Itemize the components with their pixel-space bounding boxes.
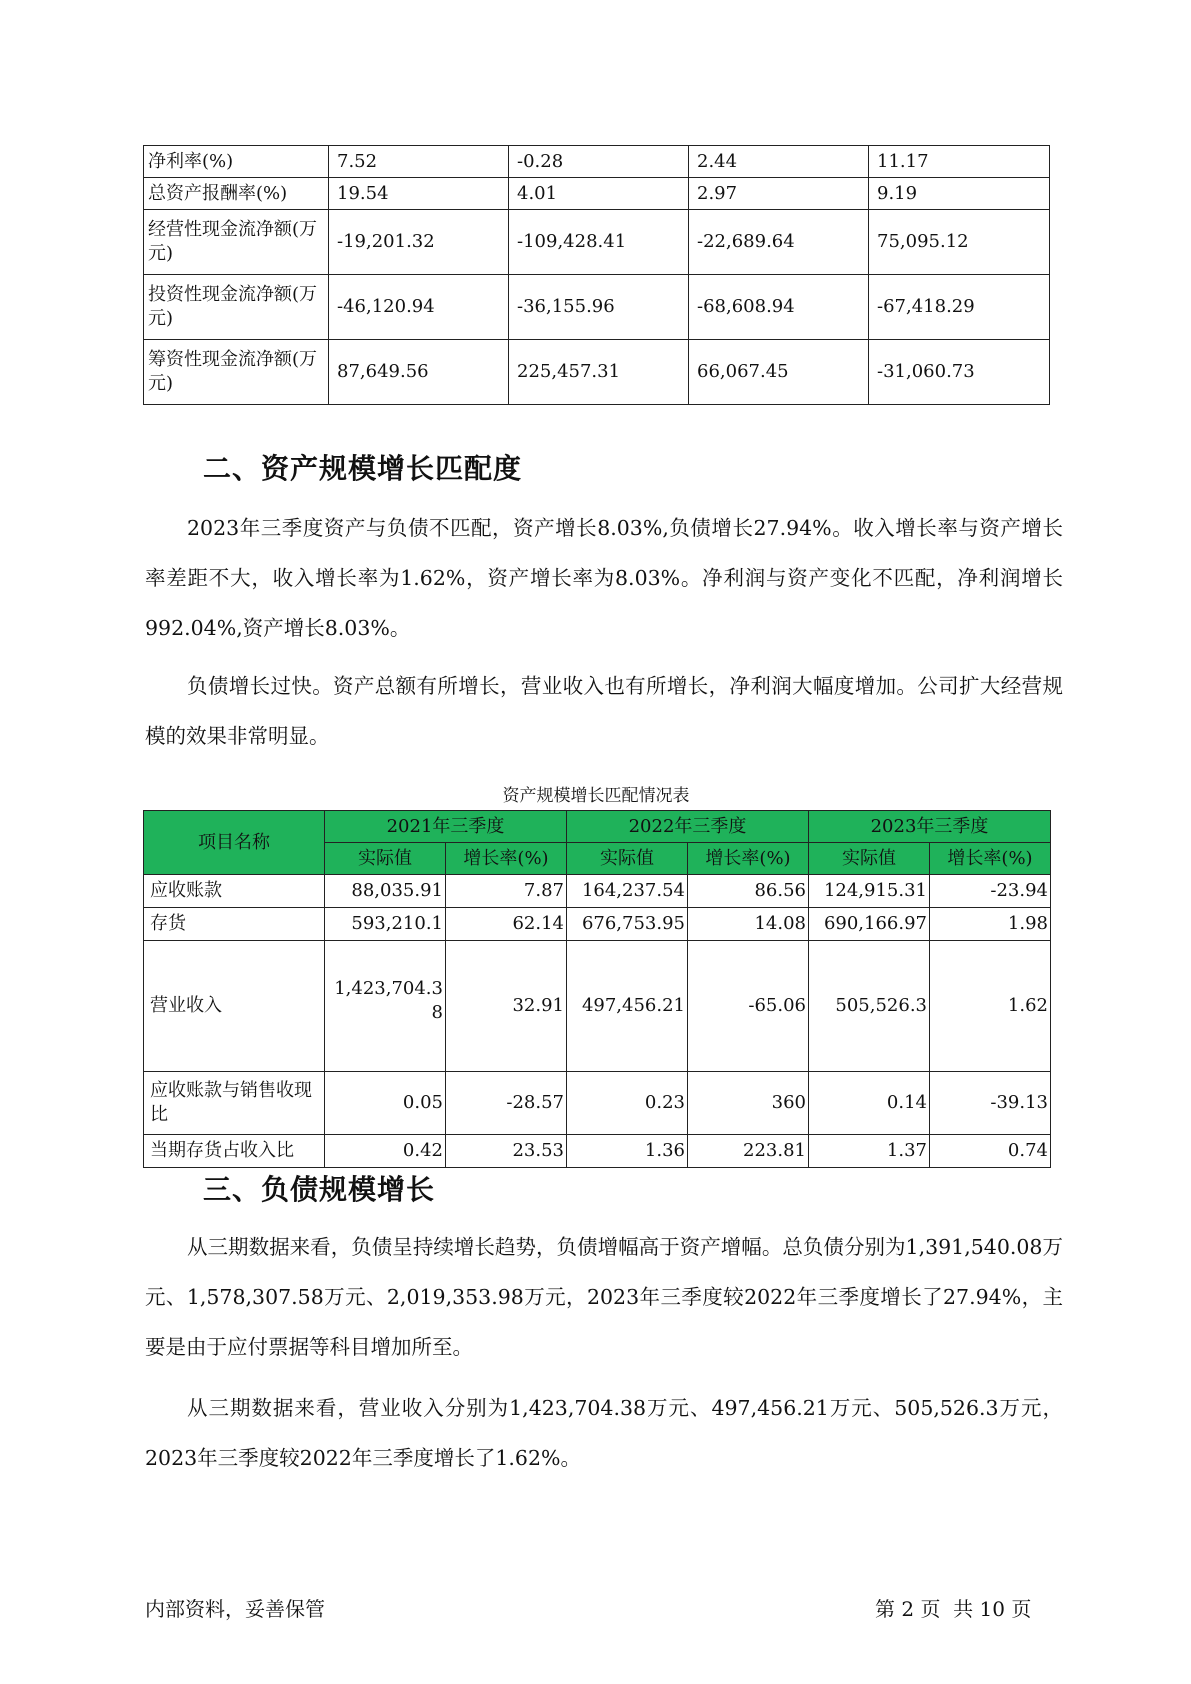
- row-label: 投资性现金流净额(万元): [144, 275, 329, 340]
- section-heading: 二、资产规模增长匹配度: [203, 452, 523, 485]
- column-header: 增长率(%): [930, 843, 1051, 875]
- table-cell: 0.74: [930, 1135, 1051, 1168]
- column-header: 增长率(%): [446, 843, 567, 875]
- table-cell: -67,418.29: [869, 275, 1050, 340]
- paragraph: 从三期数据来看，负债呈持续增长趋势，负债增幅高于资产增幅。总负债分别为1,391,540.08万元、1,578,307.58万元、2,019,353.98万元，2023年三季度较2022年三季度增长了27.94%，主要是由于应付票据等科目增加所至。: [145, 1235, 1063, 1359]
- paragraph: 2023年三季度资产与负债不匹配，资产增长8.03%,负债增长27.94%。收入增长率与资产增长率差距不大，收入增长率为1.62%，资产增长率为8.03%。净利润与资产变化不匹配，净利润增长992.04%,资产增长8.03%。: [145, 516, 1063, 640]
- table-cell: -36,155.96: [509, 275, 689, 340]
- table-cell: 11.17: [869, 146, 1050, 178]
- row-label: 存货: [144, 908, 325, 941]
- page-number: 第 2 页 共 10 页: [875, 1597, 1032, 1621]
- table-row: [144, 908, 1051, 941]
- row-label: 当期存货占收入比: [144, 1135, 325, 1168]
- table-cell: 497,456.21: [567, 941, 688, 1072]
- table-cell: -39.13: [930, 1072, 1051, 1135]
- table-cell: 86.56: [688, 875, 809, 908]
- table-cell: -28.57: [446, 1072, 567, 1135]
- row-label: 应收账款: [144, 875, 325, 908]
- table-cell: 676,753.95: [567, 908, 688, 941]
- table-cell: 19.54: [329, 178, 509, 210]
- row-label: 经营性现金流净额(万元): [144, 210, 329, 275]
- table-header-row: [144, 811, 1051, 843]
- table-cell: 0.42: [325, 1135, 446, 1168]
- table-cell: 360: [688, 1072, 809, 1135]
- table-cell: 593,210.1: [325, 908, 446, 941]
- row-label: 筹资性现金流净额(万元): [144, 340, 329, 405]
- row-label: 总资产报酬率(%): [144, 178, 329, 210]
- column-header: 2022年三季度: [567, 811, 809, 843]
- table-cell: -22,689.64: [689, 210, 869, 275]
- table-cell: 223.81: [688, 1135, 809, 1168]
- table-cell: -23.94: [930, 875, 1051, 908]
- financial-ratios-table: [143, 145, 1050, 405]
- table-cell: 1,423,704.38: [325, 941, 446, 1072]
- table-cell: 32.91: [446, 941, 567, 1072]
- table-cell: -68,608.94: [689, 275, 869, 340]
- column-header: 2023年三季度: [809, 811, 1051, 843]
- column-header: 项目名称: [144, 811, 325, 875]
- table-row: [144, 941, 1051, 1072]
- table-row: [144, 1072, 1051, 1135]
- table-cell: 124,915.31: [809, 875, 930, 908]
- table-cell: 164,237.54: [567, 875, 688, 908]
- table-cell: 225,457.31: [509, 340, 689, 405]
- column-header: 实际值: [809, 843, 930, 875]
- table-cell: 23.53: [446, 1135, 567, 1168]
- table-row: [144, 875, 1051, 908]
- paragraph: 从三期数据来看，营业收入分别为1,423,704.38万元、497,456.21万元、505,526.3万元，2023年三季度较2022年三季度增长了1.62%。: [145, 1396, 1063, 1470]
- table-cell: 1.37: [809, 1135, 930, 1168]
- table-cell: 66,067.45: [689, 340, 869, 405]
- table-row: [144, 1135, 1051, 1168]
- table-cell: -65.06: [688, 941, 809, 1072]
- table-cell: 14.08: [688, 908, 809, 941]
- column-header: 增长率(%): [688, 843, 809, 875]
- table-cell: 2.44: [689, 146, 869, 178]
- table-cell: 62.14: [446, 908, 567, 941]
- column-header: 实际值: [325, 843, 446, 875]
- row-label: 净利率(%): [144, 146, 329, 178]
- table-cell: -109,428.41: [509, 210, 689, 275]
- table-row: [144, 146, 1050, 178]
- footer-left: 内部资料，妥善保管: [145, 1597, 325, 1621]
- asset-growth-table: [143, 810, 1051, 1168]
- table-cell: 9.19: [869, 178, 1050, 210]
- table-cell: 87,649.56: [329, 340, 509, 405]
- table-cell: 7.52: [329, 146, 509, 178]
- table-cell: -31,060.73: [869, 340, 1050, 405]
- table-cell: 4.01: [509, 178, 689, 210]
- table-row: [144, 178, 1050, 210]
- table-cell: 75,095.12: [869, 210, 1050, 275]
- table-cell: 0.14: [809, 1072, 930, 1135]
- column-header: 实际值: [567, 843, 688, 875]
- row-label: 营业收入: [144, 941, 325, 1072]
- table-cell: 88,035.91: [325, 875, 446, 908]
- table-cell: 1.62: [930, 941, 1051, 1072]
- table-cell: 1.36: [567, 1135, 688, 1168]
- table-row: [144, 340, 1050, 405]
- table-cell: 0.05: [325, 1072, 446, 1135]
- table-cell: 2.97: [689, 178, 869, 210]
- row-label: 应收账款与销售收现比: [144, 1072, 325, 1135]
- table-cell: 0.23: [567, 1072, 688, 1135]
- table-caption: 资产规模增长匹配情况表: [502, 786, 690, 806]
- table-row: [144, 275, 1050, 340]
- column-header: 2021年三季度: [325, 811, 567, 843]
- table-cell: 1.98: [930, 908, 1051, 941]
- table-cell: 690,166.97: [809, 908, 930, 941]
- table-cell: -19,201.32: [329, 210, 509, 275]
- table-cell: 7.87: [446, 875, 567, 908]
- table-cell: -46,120.94: [329, 275, 509, 340]
- paragraph: 负债增长过快。资产总额有所增长，营业收入也有所增长，净利润大幅度增加。公司扩大经营规模的效果非常明显。: [145, 674, 1063, 748]
- section-heading: 三、负债规模增长: [203, 1173, 436, 1206]
- table-row: [144, 210, 1050, 275]
- table-cell: -0.28: [509, 146, 689, 178]
- table-cell: 505,526.3: [809, 941, 930, 1072]
